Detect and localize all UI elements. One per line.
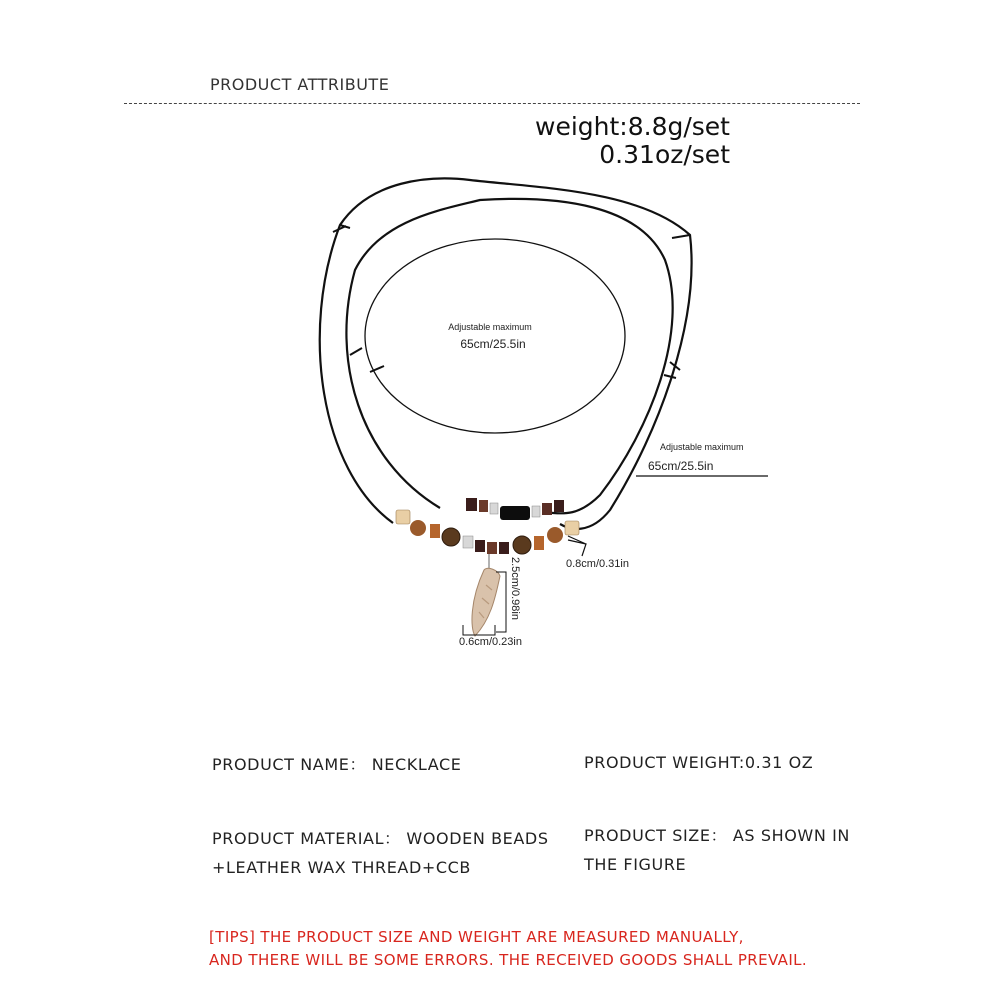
product-material (212, 824, 549, 882)
bead (499, 542, 509, 554)
section-heading: PRODUCT ATTRIBUTE (210, 75, 390, 94)
inner-adjustable-label: Adjustable maximum (448, 322, 532, 332)
bead (534, 536, 544, 550)
bead (466, 498, 477, 511)
lower-bead-row (396, 510, 579, 554)
bead (430, 524, 440, 538)
upper-bead-row (466, 498, 564, 520)
outer-cord (320, 178, 692, 528)
product-weight: PRODUCT WEIGHT:0.31 OZ (584, 753, 814, 772)
wood-disc-bead (396, 510, 410, 524)
round-wood-bead (410, 520, 426, 536)
bead (479, 500, 488, 512)
pendant-length-label: 2.5cm/0.98in (509, 557, 521, 620)
tips-line2: AND THERE WILL BE SOME ERRORS. THE RECEIVED GOODS SHALL PREVAIL. (209, 951, 808, 969)
weight-ounces: 0.31oz/set (599, 140, 730, 169)
outer-adjustable-value: 65cm/25.5in (648, 459, 714, 473)
outer-cord-knot (333, 225, 350, 232)
product-name: PRODUCT NAME： NECKLACE (212, 755, 462, 774)
carved-bead (442, 528, 460, 546)
bead-size-label: 0.8cm/0.31in (566, 558, 629, 570)
tips-line1: [TIPS] THE PRODUCT SIZE AND WEIGHT ARE MEASURED MANUALLY, (209, 928, 744, 946)
inner-cord (346, 199, 672, 514)
black-tube-bead (500, 506, 530, 520)
pendant-width-label: 0.6cm/0.23in (459, 636, 522, 648)
bead (542, 503, 552, 515)
weight-grams: weight:8.8g/set (535, 112, 730, 141)
outer-cord-tail (672, 235, 690, 238)
bead (554, 500, 564, 512)
outer-adjustable-label: Adjustable maximum (660, 442, 744, 452)
product-material-line1: PRODUCT MATERIAL： WOODEN BEADS (212, 829, 549, 848)
wood-disc-bead (565, 521, 579, 535)
spacer-bead (490, 503, 498, 514)
round-wood-bead (547, 527, 563, 543)
product-size (584, 821, 850, 879)
carved-bead (513, 536, 531, 554)
product-size-line1: PRODUCT SIZE： AS SHOWN IN (584, 826, 850, 845)
tips-notice (209, 926, 807, 972)
spacer-bead (532, 506, 540, 517)
spacer-bead (463, 536, 473, 548)
product-material-line2: +LEATHER WAX THREAD+CCB (212, 858, 472, 877)
inner-adjustable-value: 65cm/25.5in (460, 337, 526, 351)
bead (475, 540, 485, 552)
product-size-line2: THE FIGURE (584, 855, 687, 874)
bead-size-marker (568, 536, 586, 556)
adjustable-size-ellipse (365, 239, 625, 433)
bead (487, 542, 497, 554)
